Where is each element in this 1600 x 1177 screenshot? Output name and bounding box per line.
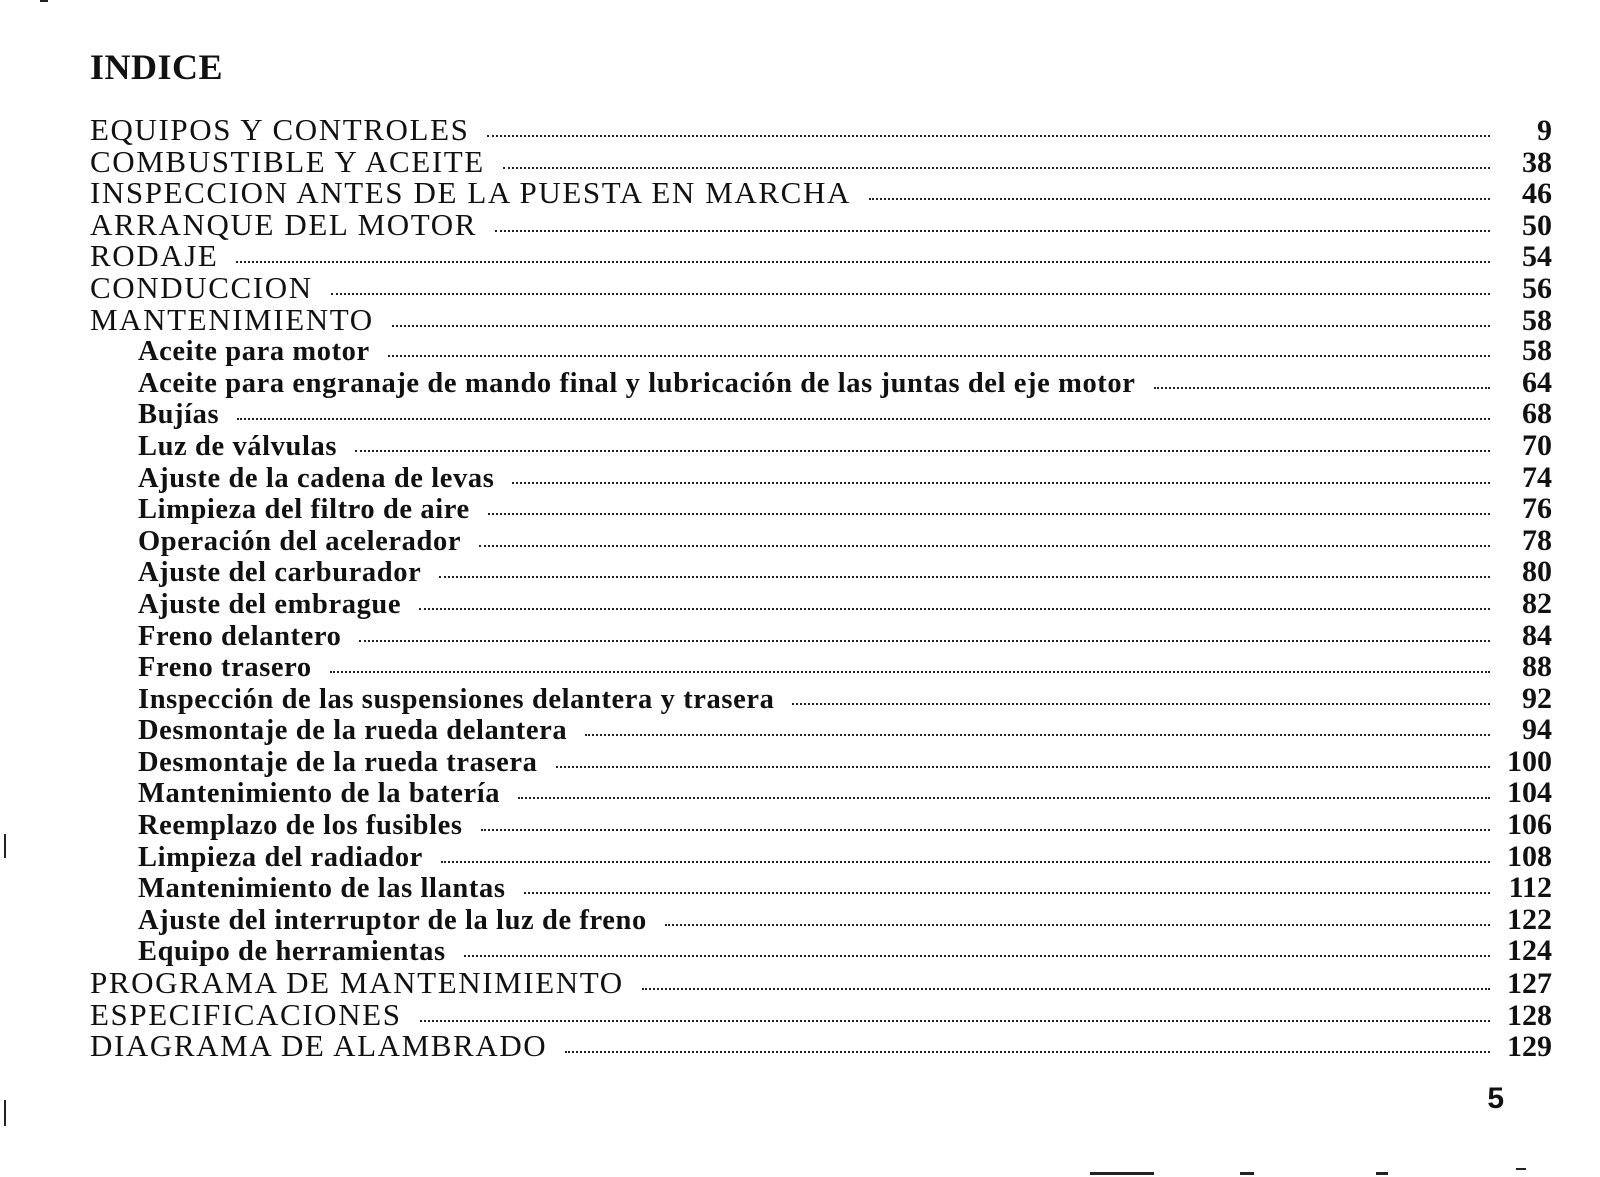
toc-entry-page: 124 — [1507, 934, 1552, 968]
toc-entry-label: COMBUSTIBLE Y ACEITE — [90, 143, 485, 179]
toc-subsection-entry — [90, 935, 1552, 967]
dot-leader — [487, 135, 1490, 137]
toc-entry-page: 46 — [1522, 177, 1552, 211]
toc-subsection-entry — [90, 651, 1552, 683]
toc-section-entry — [90, 240, 1552, 272]
toc-entry-page: 74 — [1522, 460, 1552, 494]
toc-entry-label: Freno trasero — [138, 652, 312, 684]
toc-entry-label: RODAJE — [90, 238, 219, 274]
toc-entry-label: Limpieza del filtro de aire — [138, 494, 470, 526]
scan-mark — [1090, 1172, 1154, 1175]
dot-leader — [869, 198, 1490, 200]
toc-entry-page: 80 — [1522, 555, 1552, 589]
toc-entry-page: 50 — [1522, 208, 1552, 242]
toc-entry-label: Ajuste del carburador — [138, 557, 422, 589]
dot-leader — [518, 797, 1490, 799]
toc-subsection-entry — [90, 556, 1552, 588]
dot-leader — [524, 892, 1490, 894]
toc-entry-page: 78 — [1522, 523, 1552, 557]
toc-entry-page: 9 — [1537, 114, 1552, 147]
toc-subsection-entry — [90, 367, 1552, 399]
dot-leader — [359, 640, 1490, 642]
page-title: INDICE — [90, 47, 224, 87]
dot-leader — [388, 355, 1490, 357]
toc-subsection-entry — [90, 430, 1552, 462]
toc-subsection-entry — [90, 841, 1552, 873]
toc-entry-label: Aceite para motor — [138, 336, 370, 368]
toc-subsection-entry — [90, 620, 1552, 652]
table-of-contents — [90, 114, 1552, 1062]
dot-leader — [481, 829, 1490, 831]
dot-leader — [792, 703, 1490, 705]
dot-leader — [642, 988, 1490, 990]
toc-entry-label: Operación del acelerador — [138, 525, 462, 557]
toc-entry-label: INSPECCION ANTES DE LA PUESTA EN MARCHA — [90, 175, 851, 211]
toc-entry-label: Ajuste del embrague — [138, 588, 402, 620]
dot-leader — [464, 955, 1490, 957]
dot-leader — [330, 671, 1490, 673]
dot-leader — [441, 861, 1490, 863]
toc-section-entry — [90, 206, 1552, 242]
toc-entry-label: Bujías — [138, 399, 220, 431]
dot-leader — [237, 418, 1490, 420]
scan-mark — [4, 834, 6, 858]
toc-subsection-entry — [90, 746, 1552, 778]
toc-entry-page: 68 — [1522, 397, 1552, 431]
toc-entry-page: 94 — [1522, 713, 1552, 747]
scan-mark — [4, 1100, 6, 1126]
toc-subsection-entry — [90, 398, 1552, 430]
dot-leader — [585, 734, 1490, 736]
toc-entry-page: 82 — [1522, 586, 1552, 620]
toc-entry-page: 92 — [1522, 681, 1552, 715]
toc-entry-page: 129 — [1507, 1030, 1552, 1064]
toc-entry-page: 108 — [1507, 839, 1552, 873]
toc-entry-page: 76 — [1522, 492, 1552, 526]
toc-subsection-entry — [90, 904, 1552, 936]
toc-entry-label: Mantenimiento de la batería — [138, 778, 501, 810]
toc-entry-page: 58 — [1522, 303, 1552, 337]
toc-entry-page: 106 — [1507, 808, 1552, 842]
toc-section-entry — [90, 996, 1552, 1032]
toc-entry-page: 128 — [1507, 998, 1552, 1032]
toc-entry-label: PROGRAMA DE MANTENIMIENTO — [90, 965, 624, 1001]
toc-entry-label: Freno delantero — [138, 620, 342, 652]
toc-subsection-entry — [90, 777, 1552, 809]
toc-entry-page: 104 — [1507, 776, 1552, 810]
toc-entry-label: Desmontaje de la rueda trasera — [138, 746, 538, 778]
toc-section-entry — [90, 1030, 1552, 1062]
toc-entry-label: Luz de válvulas — [138, 430, 338, 462]
toc-section-entry — [90, 114, 1552, 146]
toc-entry-label: Limpieza del radiador — [138, 841, 423, 873]
toc-entry-label: Equipo de herramientas — [138, 936, 446, 968]
dot-leader — [556, 766, 1491, 768]
dot-leader — [512, 482, 1490, 484]
toc-entry-label: Mantenimiento de las llantas — [138, 873, 506, 905]
dot-leader — [565, 1051, 1490, 1053]
toc-entry-page: 112 — [1508, 871, 1552, 905]
toc-entry-label: Ajuste del interruptor de la luz de freno — [138, 904, 647, 936]
toc-entry-page: 38 — [1522, 145, 1552, 179]
toc-entry-label: Ajuste de la cadena de levas — [138, 462, 495, 494]
dot-leader — [392, 325, 1490, 327]
toc-entry-page: 54 — [1522, 240, 1552, 274]
toc-subsection-entry — [90, 809, 1552, 841]
dot-leader — [495, 230, 1490, 232]
toc-subsection-entry — [90, 588, 1552, 620]
toc-subsection-entry — [90, 525, 1552, 557]
toc-subsection-entry — [90, 462, 1552, 494]
toc-entry-page: 64 — [1522, 365, 1552, 399]
toc-subsection-entry — [90, 714, 1552, 746]
toc-entry-label: ARRANQUE DEL MOTOR — [90, 206, 478, 242]
toc-entry-label: Desmontaje de la rueda delantera — [138, 715, 568, 747]
toc-entry-page: 58 — [1522, 334, 1552, 368]
toc-entry-label: CONDUCCION — [90, 269, 313, 305]
dot-leader — [439, 576, 1490, 578]
scan-mark — [40, 0, 48, 2]
dot-leader — [503, 167, 1490, 169]
toc-entry-label: DIAGRAMA DE ALAMBRADO — [90, 1028, 548, 1064]
toc-subsection-entry — [90, 335, 1552, 367]
toc-entry-page: 100 — [1507, 744, 1552, 778]
toc-section-entry — [90, 301, 1552, 337]
toc-entry-label: Reemplazo de los fusibles — [138, 810, 463, 842]
scan-mark — [1240, 1172, 1254, 1175]
toc-subsection-entry — [90, 683, 1552, 715]
toc-entry-page: 56 — [1522, 271, 1552, 305]
toc-entry-label: Inspección de las suspensiones delantera y trasera — [138, 683, 775, 715]
toc-subsection-entry — [90, 493, 1552, 525]
toc-entry-page: 84 — [1522, 618, 1552, 652]
toc-section-entry — [90, 269, 1552, 305]
dot-leader — [488, 513, 1490, 515]
toc-entry-page: 70 — [1522, 428, 1552, 462]
dot-leader — [419, 608, 1490, 610]
toc-entry-page: 122 — [1507, 902, 1552, 936]
toc-entry-label: ESPECIFICACIONES — [90, 996, 402, 1032]
scan-mark — [1376, 1172, 1388, 1175]
toc-entry-label: MANTENIMIENTO — [90, 301, 374, 337]
dot-leader — [1154, 387, 1491, 389]
toc-entry-page: 88 — [1522, 650, 1552, 684]
page-number: 5 — [1487, 1082, 1504, 1115]
toc-subsection-entry — [90, 872, 1552, 904]
dot-leader — [236, 261, 1490, 263]
toc-entry-page: 127 — [1507, 967, 1552, 1001]
toc-entry-label: Aceite para engranaje de mando final y lubricación de las juntas del eje motor — [138, 367, 1136, 399]
dot-leader — [420, 1020, 1490, 1022]
toc-section-entry — [90, 967, 1552, 999]
dot-leader — [665, 924, 1490, 926]
dot-leader — [355, 450, 1490, 452]
dot-leader — [331, 293, 1490, 295]
toc-section-entry — [90, 177, 1552, 209]
toc-entry-label: EQUIPOS Y CONTROLES — [90, 112, 470, 147]
scan-mark — [1516, 1168, 1526, 1170]
dot-leader — [479, 545, 1490, 547]
toc-section-entry — [90, 143, 1552, 179]
